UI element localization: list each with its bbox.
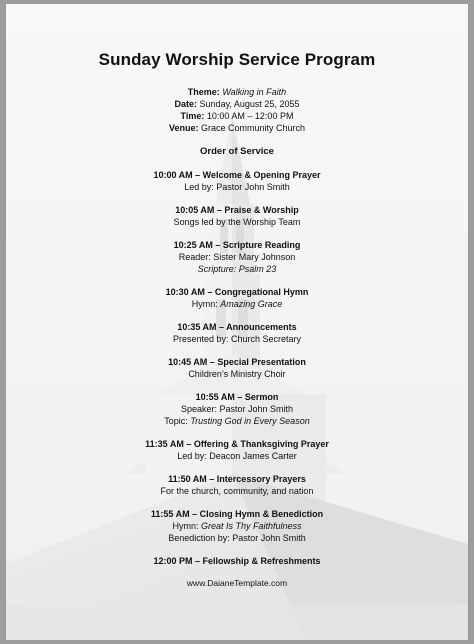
service-item — [6, 391, 468, 427]
service-detail-label: Time: — [180, 111, 205, 121]
service-item-detail — [6, 485, 468, 497]
service-item-title: 12:00 PM – Fellowship & Refreshments — [153, 556, 321, 566]
service-item-title: 10:00 AM – Welcome & Opening Prayer — [153, 170, 321, 180]
service-item-detail — [6, 216, 468, 228]
service-detail-line — [6, 86, 468, 98]
service-item — [6, 473, 468, 497]
service-item-detail-text: For the church, community, and nation — [160, 486, 314, 496]
service-item — [6, 239, 468, 275]
service-item-title: 10:55 AM – Sermon — [195, 392, 279, 402]
service-item — [6, 286, 468, 310]
service-item-title: 10:30 AM – Congregational Hymn — [165, 287, 309, 297]
program-content — [6, 4, 468, 588]
service-item — [6, 438, 468, 462]
service-item-title: 11:35 AM – Offering & Thanksgiving Prayer — [145, 439, 329, 449]
service-detail-label: Date: — [174, 99, 198, 109]
service-item — [6, 356, 468, 380]
service-detail-label: Theme: — [187, 87, 220, 97]
service-item-detail — [6, 403, 468, 415]
service-item-detail-text: Led by: Pastor John Smith — [184, 182, 290, 192]
service-item — [6, 204, 468, 228]
service-detail-value: Sunday, August 25, 2055 — [199, 99, 300, 109]
service-item-detail — [6, 368, 468, 380]
service-detail-value: Grace Community Church — [200, 123, 306, 133]
service-item-detail-text: Benediction by: Pastor John Smith — [168, 533, 306, 543]
order-of-service-list — [6, 169, 468, 567]
service-item-detail — [6, 263, 468, 275]
program-page — [6, 4, 468, 640]
service-item — [6, 169, 468, 193]
service-item-detail-text: Children’s Ministry Choir — [188, 369, 286, 379]
service-item-detail — [6, 298, 468, 310]
service-detail-line — [6, 98, 468, 110]
service-item-detail — [6, 181, 468, 193]
service-item — [6, 555, 468, 567]
service-item-detail-text: Speaker: Pastor John Smith — [180, 404, 294, 414]
service-item-detail — [6, 532, 468, 544]
service-item-title: 10:25 AM – Scripture Reading — [173, 240, 301, 250]
service-item-detail-emphasis: Scripture: Psalm 23 — [197, 264, 277, 274]
service-detail-value: Walking in Faith — [222, 87, 287, 97]
service-item-title: 10:05 AM – Praise & Worship — [175, 205, 299, 215]
service-item-title: 10:45 AM – Special Presentation — [168, 357, 306, 367]
service-item-detail — [6, 333, 468, 345]
service-item — [6, 321, 468, 345]
order-of-service-heading: Order of Service — [200, 146, 274, 157]
service-item-detail-emphasis: Great Is Thy Faithfulness — [200, 521, 302, 531]
service-item-title: 11:50 AM – Intercessory Prayers — [168, 474, 306, 484]
service-details — [6, 86, 468, 134]
service-item-detail-text: Led by: Deacon James Carter — [177, 451, 297, 461]
service-detail-line — [6, 110, 468, 122]
service-item-detail-emphasis: Trusting God in Every Season — [190, 416, 310, 426]
service-item-title: 11:55 AM – Closing Hymn & Benediction — [150, 509, 324, 519]
service-item-detail-text: Hymn: — [172, 521, 201, 531]
website-footer[interactable]: www.DaianeTemplate.com — [186, 578, 288, 588]
service-item-detail — [6, 450, 468, 462]
service-item — [6, 508, 468, 544]
service-item-detail — [6, 520, 468, 532]
service-item-detail-text: Topic: — [164, 416, 191, 426]
service-item-detail-emphasis: Amazing Grace — [220, 299, 283, 309]
service-item-detail-text: Hymn: — [191, 299, 221, 309]
service-item-title: 10:35 AM – Announcements — [177, 322, 297, 332]
service-item-detail-text: Presented by: Church Secretary — [172, 334, 302, 344]
service-item-detail — [6, 251, 468, 263]
service-detail-label: Venue: — [168, 123, 199, 133]
service-detail-line — [6, 122, 468, 134]
service-detail-value: 10:00 AM – 12:00 PM — [206, 111, 294, 121]
service-item-detail-text: Reader: Sister Mary Johnson — [178, 252, 296, 262]
service-item-detail — [6, 415, 468, 427]
service-item-detail-text: Songs led by the Worship Team — [173, 217, 301, 227]
program-title: Sunday Worship Service Program — [98, 50, 376, 69]
